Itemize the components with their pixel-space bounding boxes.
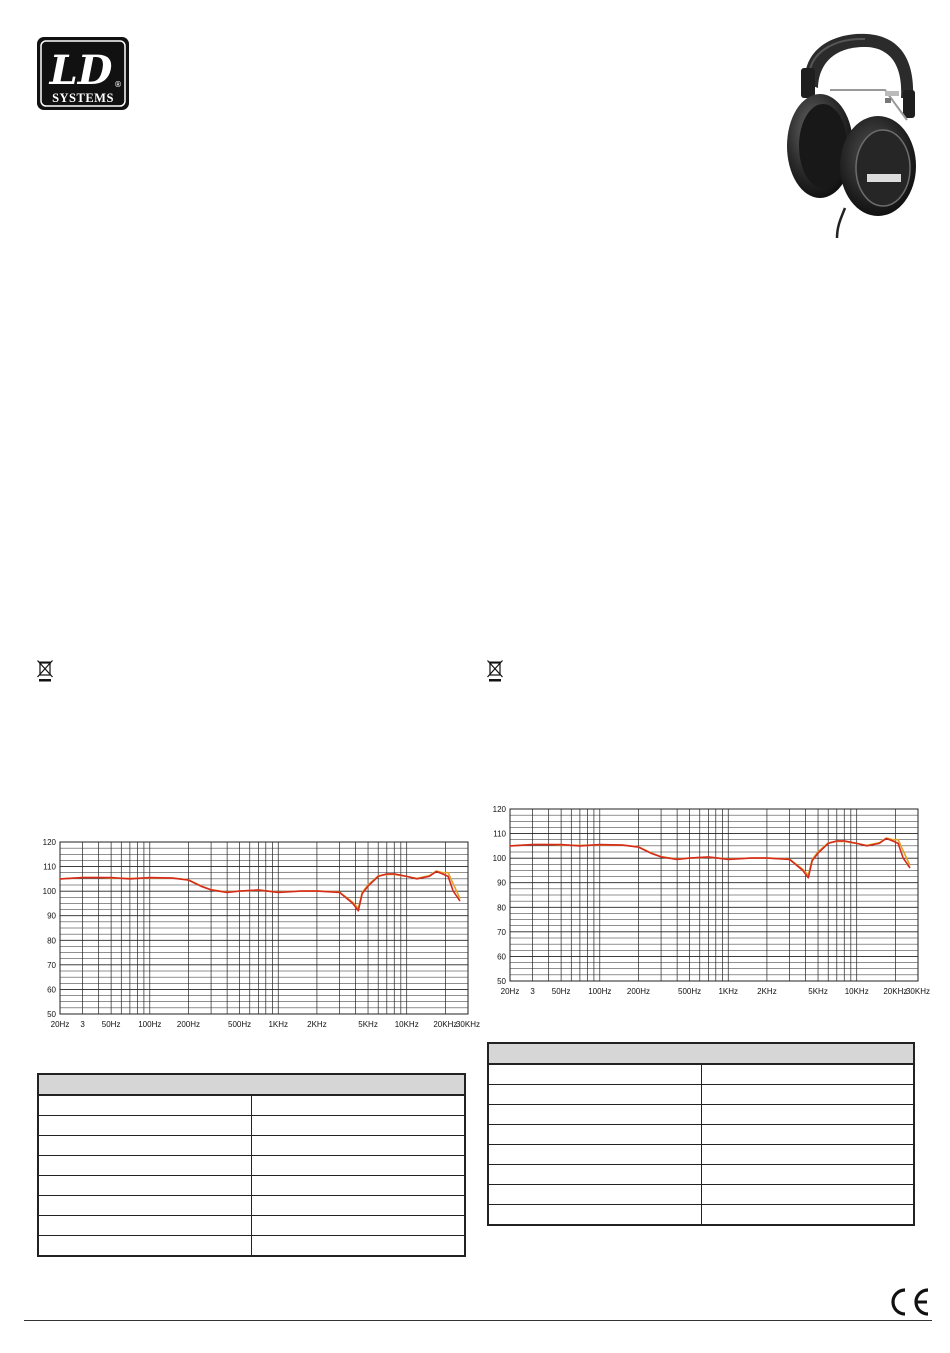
- x-tick-label: 30KHz: [455, 1020, 481, 1029]
- x-tick-label: 200Hz: [626, 987, 651, 996]
- spec-label-cell: [488, 1085, 701, 1105]
- spec-value-cell: [252, 1196, 466, 1216]
- spec-label-cell: [488, 1185, 701, 1205]
- spec-label-cell: [38, 1136, 252, 1156]
- table-header-cell: [38, 1074, 465, 1095]
- spec-value-cell: [701, 1165, 914, 1185]
- y-tick-label: 60: [497, 952, 506, 962]
- x-tick-label: 3: [530, 987, 535, 996]
- logo-letters: LD: [49, 47, 113, 94]
- table-row: [488, 1105, 914, 1125]
- y-tick-label: 90: [47, 911, 56, 921]
- logo-wordmark: SYSTEMS: [52, 91, 114, 105]
- y-tick-label: 110: [493, 829, 506, 839]
- x-tick-label: 500Hz: [228, 1020, 252, 1029]
- spec-value-cell: [252, 1236, 466, 1257]
- spec-label-cell: [488, 1145, 701, 1165]
- chart-grid: [510, 809, 918, 981]
- x-tick-label: 1KHz: [268, 1020, 289, 1029]
- y-tick-label: 110: [43, 862, 56, 872]
- spec-table-right: [487, 1042, 915, 1226]
- logo-registered: ®: [114, 80, 122, 89]
- x-tick-label: 20KHz: [433, 1020, 458, 1029]
- table-header-row: [38, 1074, 465, 1095]
- spec-label-cell: [488, 1165, 701, 1185]
- frequency-response-chart-left: [32, 838, 481, 1038]
- spec-value-cell: [252, 1136, 466, 1156]
- x-tick-label: 100Hz: [138, 1020, 162, 1029]
- table-row: [38, 1216, 465, 1236]
- table-row: [488, 1064, 914, 1085]
- footer-divider: [24, 1320, 932, 1321]
- table-header-row: [488, 1043, 914, 1064]
- table-row: [38, 1116, 465, 1136]
- spec-label-cell: [38, 1095, 252, 1116]
- spec-value-cell: [252, 1095, 466, 1116]
- spec-value-cell: [701, 1125, 914, 1145]
- spec-value-cell: [252, 1176, 466, 1196]
- chart-grid: [60, 842, 468, 1014]
- x-tick-label: 1KHz: [718, 987, 739, 996]
- table-row: [38, 1236, 465, 1257]
- x-tick-label: 20Hz: [50, 1020, 70, 1029]
- spec-value-cell: [701, 1105, 914, 1125]
- spec-label-cell: [38, 1196, 252, 1216]
- table-row: [38, 1196, 465, 1216]
- headphones-icon: [775, 28, 925, 240]
- y-tick-label: 60: [47, 985, 56, 995]
- y-tick-label: 120: [492, 805, 506, 814]
- table-row: [488, 1125, 914, 1145]
- spec-value-cell: [701, 1145, 914, 1165]
- spec-value-cell: [701, 1064, 914, 1085]
- y-tick-label: 80: [47, 936, 56, 946]
- x-tick-label: 30KHz: [905, 987, 931, 996]
- spec-label-cell: [488, 1205, 701, 1226]
- frequency-response-chart-right: [482, 805, 931, 1005]
- spec-value-cell: [252, 1216, 466, 1236]
- spec-label-cell: [488, 1064, 701, 1085]
- x-tick-label: 5KHz: [808, 987, 828, 996]
- table-row: [38, 1156, 465, 1176]
- y-tick-label: 100: [492, 854, 506, 864]
- spec-label-cell: [38, 1236, 252, 1257]
- ce-mark-icon: [886, 1287, 930, 1317]
- x-tick-label: 200Hz: [176, 1020, 201, 1029]
- spec-table-left: [37, 1073, 466, 1257]
- y-tick-label: 70: [497, 927, 506, 937]
- table-row: [488, 1145, 914, 1165]
- x-tick-label: 50Hz: [551, 987, 571, 996]
- crossed-bin-icon: [37, 660, 53, 682]
- spec-value-cell: [252, 1116, 466, 1136]
- y-tick-label: 90: [497, 878, 506, 888]
- spec-value-cell: [701, 1185, 914, 1205]
- spec-label-cell: [38, 1176, 252, 1196]
- spec-value-cell: [701, 1205, 914, 1226]
- x-tick-label: 2KHz: [757, 987, 777, 996]
- x-tick-label: 50Hz: [101, 1020, 121, 1029]
- table-header-cell: [488, 1043, 914, 1064]
- y-tick-label: 50: [497, 977, 506, 986]
- table-row: [488, 1185, 914, 1205]
- table-row: [488, 1205, 914, 1226]
- table-row: [488, 1165, 914, 1185]
- spec-label-cell: [38, 1116, 252, 1136]
- table-row: [38, 1176, 465, 1196]
- spec-label-cell: [488, 1105, 701, 1125]
- spec-label-cell: [38, 1216, 252, 1236]
- x-tick-label: 100Hz: [588, 987, 612, 996]
- x-tick-label: 5KHz: [358, 1020, 378, 1029]
- x-tick-label: 10KHz: [394, 1020, 419, 1029]
- y-tick-label: 80: [497, 903, 506, 913]
- table-row: [38, 1095, 465, 1116]
- brand-logo: [37, 37, 129, 110]
- spec-value-cell: [252, 1156, 466, 1176]
- headphones-photo: [775, 28, 925, 240]
- x-tick-label: 500Hz: [678, 987, 702, 996]
- x-tick-label: 20KHz: [883, 987, 908, 996]
- spec-label-cell: [38, 1156, 252, 1176]
- table-row: [488, 1085, 914, 1105]
- table-row: [38, 1136, 465, 1156]
- x-tick-label: 10KHz: [844, 987, 869, 996]
- x-tick-label: 2KHz: [307, 1020, 327, 1029]
- y-tick-label: 50: [47, 1010, 56, 1019]
- spec-label-cell: [488, 1125, 701, 1145]
- y-tick-label: 120: [42, 838, 56, 847]
- x-tick-label: 20Hz: [500, 987, 520, 996]
- crossed-bin-icon: [487, 660, 503, 682]
- y-tick-label: 70: [47, 960, 56, 970]
- spec-value-cell: [701, 1085, 914, 1105]
- x-tick-label: 3: [80, 1020, 85, 1029]
- y-tick-label: 100: [42, 887, 56, 897]
